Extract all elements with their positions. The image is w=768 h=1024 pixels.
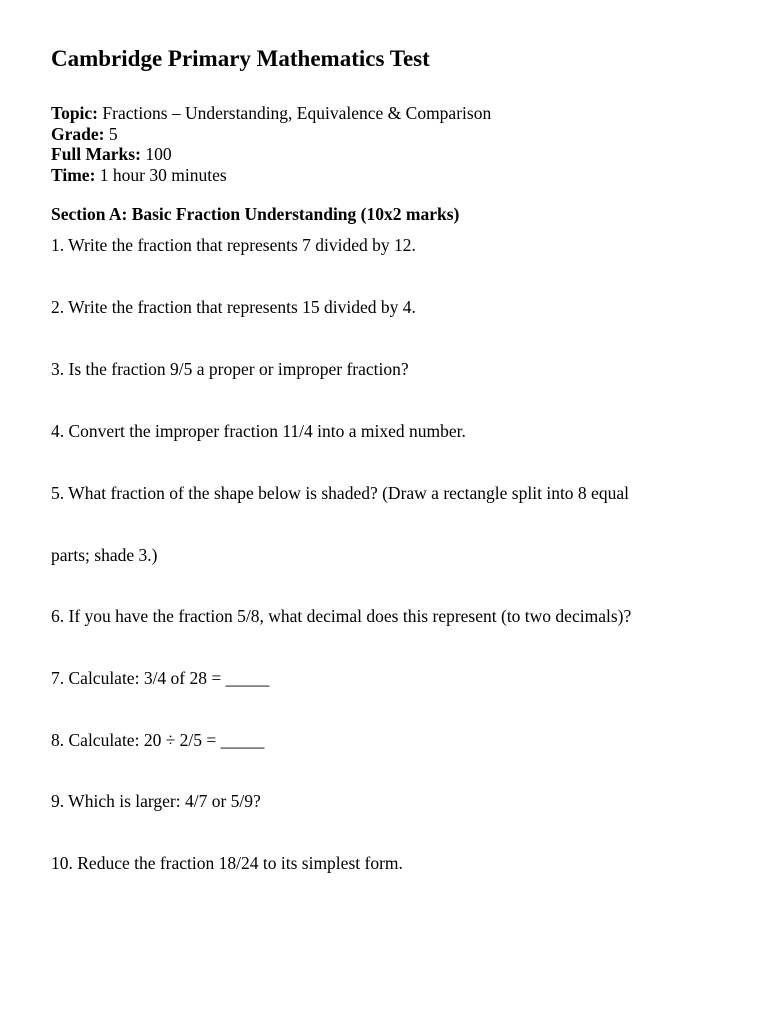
topic-label: Topic:	[51, 103, 99, 123]
test-metadata	[51, 103, 491, 186]
time-value: 1 hour 30 minutes	[99, 165, 227, 186]
full-marks-line	[51, 144, 491, 165]
question-9: 9. Which is larger: 4/7 or 5/9?	[51, 791, 261, 811]
question-5-line-1: 5. What fraction of the shape below is shaded? (Draw a rectangle split into 8 equal	[51, 483, 629, 503]
time-line	[51, 165, 491, 186]
full-marks-label: Full Marks:	[51, 144, 141, 165]
topic-line	[51, 103, 491, 124]
question-6: 6. If you have the fraction 5/8, what decimal does this represent (to two decimals)?	[51, 606, 632, 626]
page-title: Cambridge Primary Mathematics Test	[51, 46, 430, 71]
topic-value: Fractions – Understanding, Equivalence & Comparison	[102, 103, 492, 123]
question-10: 10. Reduce the fraction 18/24 to its simplest form.	[51, 853, 403, 873]
question-1: 1. Write the fraction that represents 7 divided by 12.	[51, 235, 416, 255]
full-marks-value: 100	[145, 144, 172, 165]
grade-value: 5	[108, 123, 118, 144]
question-5-line-2: parts; shade 3.)	[51, 545, 158, 565]
question-3: 3. Is the fraction 9/5 a proper or improper fraction?	[51, 359, 409, 379]
question-7: 7. Calculate: 3/4 of 28 = _____	[51, 668, 270, 688]
time-label: Time:	[51, 165, 96, 186]
question-8: 8. Calculate: 20 ÷ 2/5 = _____	[51, 730, 265, 750]
question-4: 4. Convert the improper fraction 11/4 into a mixed number.	[51, 421, 466, 441]
grade-line	[51, 124, 491, 145]
grade-label: Grade:	[51, 123, 105, 144]
question-2: 2. Write the fraction that represents 15 divided by 4.	[51, 297, 416, 317]
section-a-heading: Section A: Basic Fraction Understanding (10x2 marks)	[51, 204, 460, 224]
